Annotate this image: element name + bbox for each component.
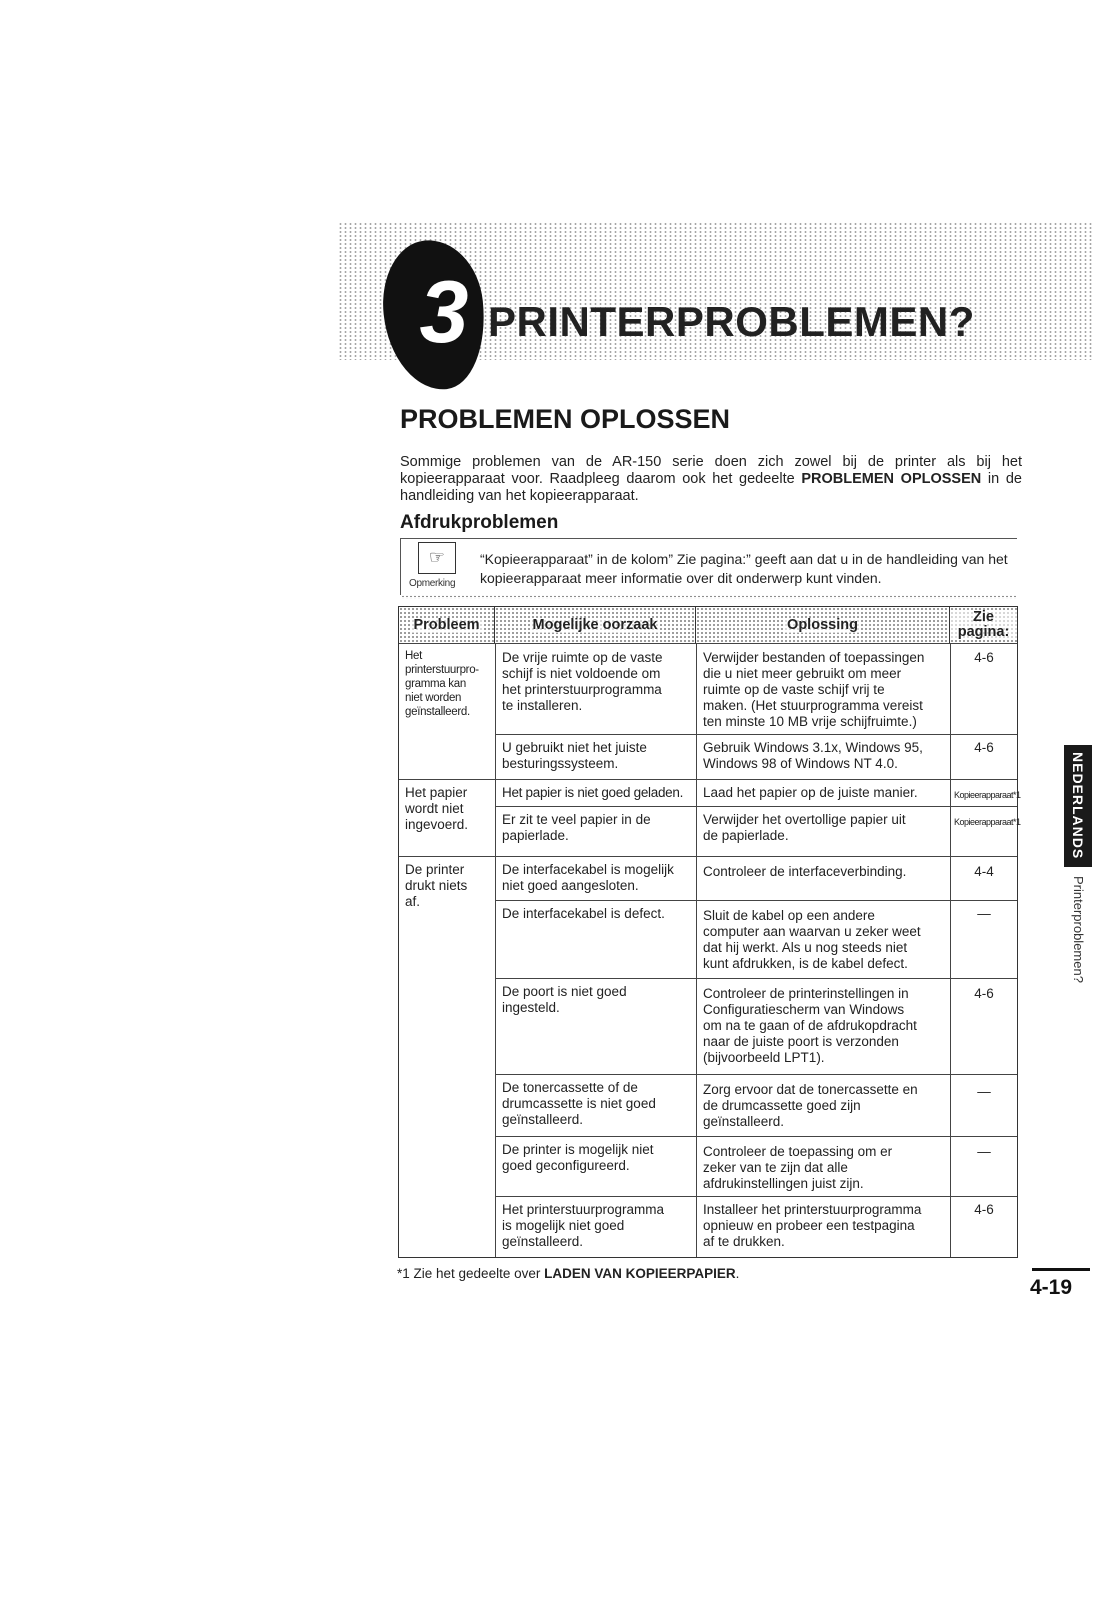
page-ref-cell: 4-6 xyxy=(974,986,994,1001)
row-divider xyxy=(495,806,1017,807)
intro-bold-reference: PROBLEMEN OPLOSSEN xyxy=(801,471,982,487)
row-divider xyxy=(495,1196,1017,1197)
row-divider xyxy=(495,734,1017,735)
solution-cell: Laad het papier op de juiste manier. xyxy=(703,785,918,800)
problem-cell: Het printerstuurpro- gramma kan niet worden geïnstalleerd. xyxy=(405,650,479,718)
page-ref-cell: 4-4 xyxy=(974,864,994,879)
cause-cell: De vrije ruimte op de vaste schijf is niet voldoende om het printerstuurprogramma te installeren. xyxy=(502,650,663,713)
solution-cell: Sluit de kabel op een andere computer aan waarvan u zeker weet dat hij werkt. Als u nog steeds niet kunt afdrukken, is de kabel defect. xyxy=(703,908,921,971)
cause-cell: U gebruikt niet het juiste besturingssysteem. xyxy=(502,740,647,771)
group-divider-1 xyxy=(399,779,1017,780)
row-divider xyxy=(495,900,1017,901)
header-cause: Mogelijke oorzaak xyxy=(495,607,696,643)
note-label: Opmerking xyxy=(409,578,456,589)
cause-cell: De tonercassette of de drumcassette is niet goed geïnstalleerd. xyxy=(502,1080,656,1127)
solution-cell: Controleer de toepassing om er zeker van te zijn dat alle afdrukinstellingen juist zijn. xyxy=(703,1144,893,1191)
page-ref-cell: Kopieerapparaat*1 xyxy=(954,817,1021,827)
note-text: “Kopieerapparaat” in de kolom” Zie pagina:” geeft aan dat u in de handleiding van het kopieerapparaat meer informatie over dit onderwerp kunt vinden. xyxy=(480,551,1008,586)
page-ref-cell: 4-6 xyxy=(974,650,994,665)
cause-cell: Het papier is niet goed geladen. xyxy=(502,785,684,800)
page-ref-cell: Kopieerapparaat*1 xyxy=(954,790,1021,800)
subsection-title: Afdrukproblemen xyxy=(400,512,559,533)
solution-cell: Controleer de interfaceverbinding. xyxy=(703,864,907,879)
page-ref-cell: 4-6 xyxy=(974,1202,994,1217)
cause-cell: De printer is mogelijk niet goed geconfigureerd. xyxy=(502,1142,654,1173)
page-ref-cell: — xyxy=(977,906,991,921)
group-divider-2 xyxy=(399,856,1017,857)
solution-cell: Zorg ervoor dat de tonercassette en de drumcassette goed zijn geïnstalleerd. xyxy=(703,1082,918,1129)
row-divider xyxy=(495,978,1017,979)
page-number: 4-19 xyxy=(1030,1276,1073,1299)
problem-cell: Het papier wordt niet ingevoerd. xyxy=(405,785,469,832)
page-ref-cell: — xyxy=(977,1084,991,1099)
header-problem: Probleem xyxy=(399,607,495,643)
solution-cell: Verwijder het overtollige papier uit de papierlade. xyxy=(703,812,906,843)
language-tab: NEDERLANDS xyxy=(1064,745,1092,867)
footnote-suffix: . xyxy=(735,1266,740,1281)
chapter-number: 3 xyxy=(419,262,469,361)
page-number-rule xyxy=(1032,1268,1090,1271)
cause-cell: De interfacekabel is mogelijk niet goed aangesloten. xyxy=(502,862,674,893)
page-ref-cell: — xyxy=(977,1144,991,1159)
footnote xyxy=(397,1266,739,1281)
footnote-prefix: *1 Zie het gedeelte over xyxy=(397,1266,545,1281)
intro-text-2: in de handleiding van het kopieerapparaat. xyxy=(400,471,1022,504)
header-page: Zie pagina: xyxy=(950,607,1017,643)
cause-cell: De poort is niet goed ingesteld. xyxy=(502,984,627,1015)
problem-cell: De printer drukt niets af. xyxy=(405,862,468,909)
footnote-bold: LADEN VAN KOPIEERPAPIER xyxy=(544,1266,736,1281)
row-divider xyxy=(495,1136,1017,1137)
intro-paragraph xyxy=(400,454,1022,505)
solution-cell: Verwijder bestanden of toepassingen die u niet meer gebruikt om meer ruimte op de vaste schijf vrij te maken. (Het stuurprogramma vereist ten minste 10 MB vrije schijfruimte.) xyxy=(703,650,925,729)
intro-text-1: Sommige problemen van de AR-150 serie doen zich zowel bij de printer als bij het kopieerapparaat voor. Raadpleeg daarom ook het gedeelte xyxy=(400,454,1022,487)
solution-cell: Controleer de printerinstellingen in Configuratiescherm van Windows om na te gaan of de afdrukopdracht naar de juiste poort is verzonden (bijvoorbeeld LPT1). xyxy=(703,986,917,1065)
header-divider xyxy=(399,643,1017,644)
page-ref-cell: 4-6 xyxy=(974,740,994,755)
section-title: PROBLEMEN OPLOSSEN xyxy=(400,404,731,434)
header-solution: Oplossing xyxy=(696,607,950,643)
cause-cell: De interfacekabel is defect. xyxy=(502,906,665,921)
cause-cell: Het printerstuurprogramma is mogelijk niet goed geïnstalleerd. xyxy=(502,1202,665,1249)
running-head: Printerproblemen? xyxy=(1071,876,1086,983)
row-divider xyxy=(495,1074,1017,1075)
chapter-title: PRINTERPROBLEMEN? xyxy=(488,298,975,345)
solution-cell: Gebruik Windows 3.1x, Windows 95, Windows 98 of Windows NT 4.0. xyxy=(703,740,923,771)
cause-cell: Er zit te veel papier in de papierlade. xyxy=(502,812,651,843)
solution-cell: Installeer het printerstuurprogramma opnieuw en probeer een testpagina af te drukken. xyxy=(703,1202,922,1249)
pointing-hand-icon: ☞ xyxy=(418,542,456,574)
